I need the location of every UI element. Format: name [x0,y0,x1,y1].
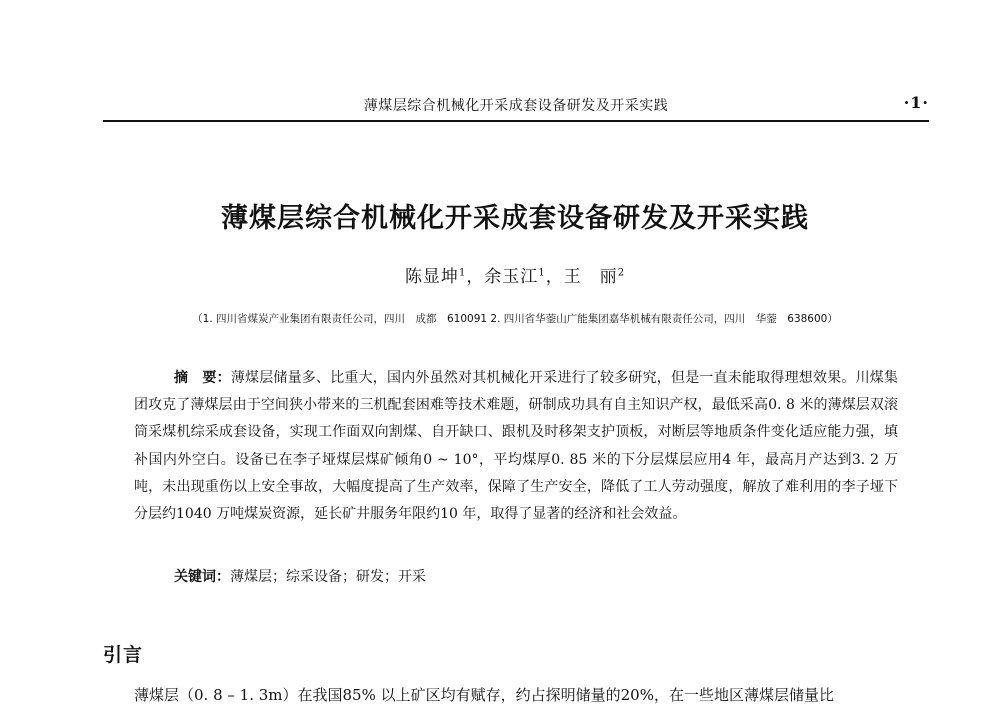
author-name: 王 丽 [563,267,618,287]
keywords-text: 薄煤层；综采设备；研发；开采 [230,569,426,585]
running-title: 薄煤层综合机械化开采成套设备研发及开采实践 [363,98,669,114]
author-affiliation-mark: 1 [458,267,467,279]
keywords-label: 关键词： [174,569,230,585]
running-header [103,92,929,122]
body-text: 薄煤层（0. 8 – 1. 3m）在我国85% 以上矿区均有赋存，约占探明储量的20%，在一些地区薄煤层储量比 [134,686,834,704]
section-heading: 引言 [103,644,144,666]
author-affiliation-mark: 1 [538,267,546,279]
abstract [134,365,898,528]
paper-title: 薄煤层综合机械化开采成套设备研发及开采实践 [221,203,809,234]
affiliation-line: （1. 四川省煤炭产业集团有限责任公司，四川 成都 610091 2. 四川省华蓥山广能集团嘉华机械有限责任公司，四川 华蓥 638600） [192,313,838,325]
author-separator: ， [545,267,564,287]
author-name: 陈显坤 [404,267,459,287]
keywords [174,566,426,586]
author-separator: ， [466,267,485,287]
author-list [100,262,930,287]
page-number: ·1· [903,93,929,112]
abstract-text: 薄煤层储量多、比重大，国内外虽然对其机械化开采进行了较多研究，但是一直未能取得理想效果。川煤集团攻克了薄煤层由于空间狭小带来的三机配套困难等技术难题，研制成功具有自主知识产权，最低采高0. 8 米的薄煤层双滚筒采煤机综采成套设备，实现工作面双向割煤、自开缺口、跟机及时移架支护顶板，对断层等地质条件变化适应能力强，填补国内外空白。设备已在李子垭煤层煤矿倾角0 ~ 10°，平均煤厚0. 85 米的下分层煤层应用4 年，最高月产达到3. 2 万吨，未出现重伤以上安全事故，大幅度提高了生产效率，保障了生产安全，降低了工人劳动强度，解放了难利用的李子垭下分层约1040 万吨煤炭资源，延长矿井服务年限约10 年，取得了显著的经济和社会效益。 [134,370,899,523]
author-affiliation-mark: 2 [617,267,626,279]
author-name: 余玉江 [484,267,539,287]
abstract-label: 摘 要： [174,370,231,386]
